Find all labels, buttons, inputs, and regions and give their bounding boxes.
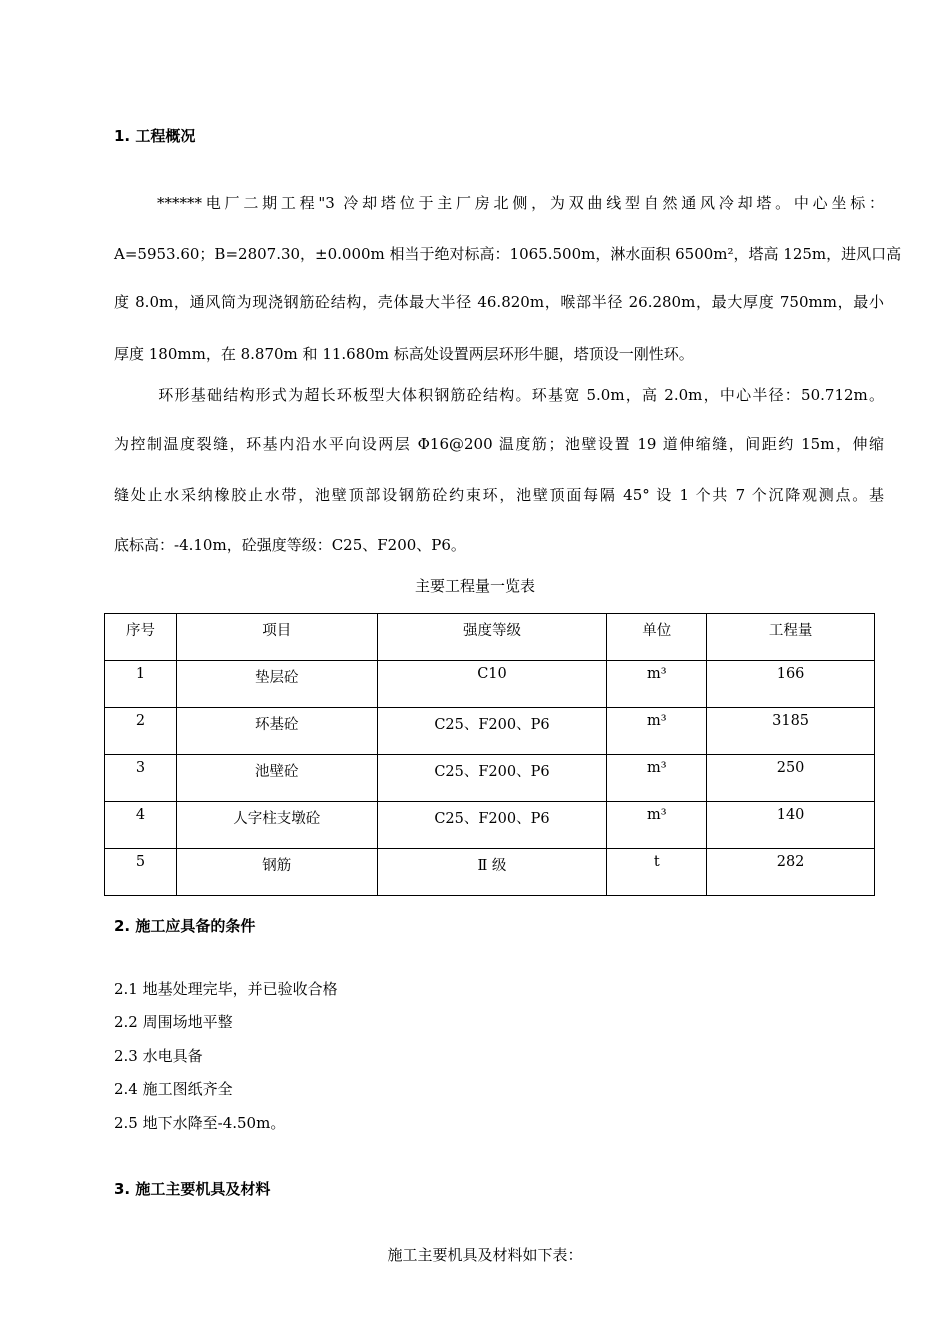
condition-item: 2.4 施工图纸齐全 (114, 1080, 233, 1098)
cell-index: 1 (105, 661, 177, 708)
condition-item: 2.2 周围场地平整 (114, 1013, 233, 1031)
cell-unit: t (607, 849, 707, 896)
cell-item: 池壁砼 (176, 755, 377, 802)
section-heading-overview: 1. 工程概况 (114, 127, 196, 145)
overview-para1-line2: A=5953.60；B=2807.30，±0.000m 相当于绝对标高：1065.500m，淋水面积 6500m²，塔高 125m，进风口高 (114, 245, 902, 263)
header-item: 项目 (176, 614, 377, 661)
condition-item: 2.1 地基处理完毕，并已验收合格 (114, 980, 338, 998)
cell-unit: m³ (607, 708, 707, 755)
condition-item: 2.5 地下水降至-4.50m。 (114, 1114, 286, 1132)
cell-quantity: 166 (707, 661, 875, 708)
table-row (105, 755, 875, 802)
section-heading-conditions: 2. 施工应具备的条件 (114, 917, 256, 935)
cell-quantity: 250 (707, 755, 875, 802)
header-quantity: 工程量 (707, 614, 875, 661)
cell-index: 4 (105, 802, 177, 849)
cell-index: 5 (105, 849, 177, 896)
cell-item: 人字柱支墩砼 (176, 802, 377, 849)
table-caption: 主要工程量一览表 (414, 577, 535, 595)
table-row (105, 661, 875, 708)
overview-para1-line1: ******电厂二期工程"3 冷却塔位于主厂房北侧，为双曲线型自然通风冷却塔。中心坐标： (157, 194, 884, 212)
cell-grade: C10 (377, 661, 607, 708)
cell-grade: C25、F200、P6 (377, 755, 607, 802)
cell-quantity: 140 (707, 802, 875, 849)
overview-para2-line3: 缝处止水采纳橡胶止水带，池壁顶部设钢筋砼约束环，池壁顶面每隔 45° 设 1 个共 7 个沉降观测点。基 (114, 486, 884, 504)
cell-grade: C25、F200、P6 (377, 708, 607, 755)
overview-para1-line3: 度 8.0m，通风筒为现浇钢筋砼结构，壳体最大半径 46.820m，喉部半径 26.280m，最大厚度 750mm，最小 (114, 293, 884, 311)
equipment-intro: 施工主要机具及材料如下表： (387, 1246, 583, 1264)
cell-item: 环基砼 (176, 708, 377, 755)
quantities-table (104, 613, 875, 896)
header-grade: 强度等级 (377, 614, 607, 661)
cell-index: 2 (105, 708, 177, 755)
cell-unit: m³ (607, 755, 707, 802)
section-heading-equipment: 3. 施工主要机具及材料 (114, 1180, 271, 1198)
condition-item: 2.3 水电具备 (114, 1047, 203, 1065)
overview-para2-line1: 环形基础结构形式为超长环板型大体积钢筋砼结构。环基宽 5.0m，高 2.0m，中心半径：50.712m。 (157, 386, 884, 404)
table-row (105, 708, 875, 755)
cell-grade: Ⅱ 级 (377, 849, 607, 896)
cell-item: 钢筋 (176, 849, 377, 896)
cell-unit: m³ (607, 802, 707, 849)
table-row (105, 849, 875, 896)
cell-unit: m³ (607, 661, 707, 708)
cell-item: 垫层砼 (176, 661, 377, 708)
cell-quantity: 3185 (707, 708, 875, 755)
overview-para1-line4: 厚度 180mm，在 8.870m 和 11.680m 标高处设置两层环形牛腿，塔顶设一刚性环。 (114, 345, 694, 363)
overview-para2-line2: 为控制温度裂缝，环基内沿水平向设两层 Φ16@200 温度筋；池壁设置 19 道伸缩缝，间距约 15m，伸缩 (114, 435, 884, 453)
cell-quantity: 282 (707, 849, 875, 896)
table-row (105, 802, 875, 849)
overview-para2-line4: 底标高：-4.10m，砼强度等级：C25、F200、P6。 (114, 536, 466, 554)
header-index: 序号 (105, 614, 177, 661)
cell-index: 3 (105, 755, 177, 802)
cell-grade: C25、F200、P6 (377, 802, 607, 849)
header-unit: 单位 (607, 614, 707, 661)
table-header-row (105, 614, 875, 661)
